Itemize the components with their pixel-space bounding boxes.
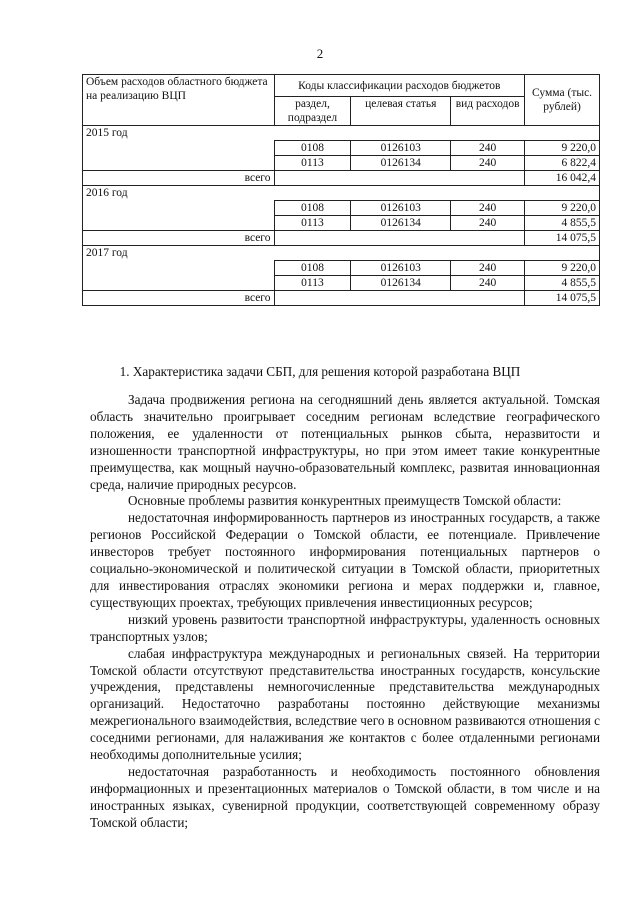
cell-section: 0113 bbox=[274, 216, 351, 231]
total-sum: 14 075,5 bbox=[525, 291, 600, 306]
table-row bbox=[83, 216, 600, 231]
cell-section: 0113 bbox=[274, 156, 351, 171]
cell-type: 240 bbox=[451, 276, 525, 291]
cell-sum: 9 220,0 bbox=[525, 261, 600, 276]
total-label: всего bbox=[83, 291, 275, 306]
table-row bbox=[83, 201, 600, 216]
cell-section: 0108 bbox=[274, 201, 351, 216]
paragraph: недостаточная разработанность и необходимость постоянного обновления информационных и презентационных материалов о Томской области, в том числе и на иностранных языках, сувенирной продукции, соответствующей современному образу Томской области; bbox=[90, 763, 600, 830]
cell-type: 240 bbox=[451, 261, 525, 276]
paragraph: недостаточная информированность партнеров из иностранных государств, а также регионов Российской Федерации о Томской области, ее потенциале. Привлечение инвесторов требует постоянного информирования потенциальных партнеров о социально-экономической и политической ситуации в Томской области, приоритетных для инвестирования отраслях экономики региона и мерах поддержки и, главное, существующих проектах, требующих привлечения инвестиционных ресурсов; bbox=[90, 510, 600, 610]
total-row bbox=[83, 231, 600, 246]
page-number: 2 bbox=[316, 46, 324, 61]
paragraph: низкий уровень развитости транспортной инфраструктуры, удаленность основных транспортных узлов; bbox=[90, 611, 600, 644]
header-target: целевая статья bbox=[351, 97, 451, 126]
year-label: 2016 год bbox=[83, 186, 600, 201]
budget-table bbox=[82, 74, 600, 306]
empty-cell bbox=[83, 156, 275, 171]
year-label: 2015 год bbox=[83, 126, 600, 141]
empty-cell bbox=[83, 276, 275, 291]
body-text bbox=[90, 392, 600, 832]
cell-sum: 4 855,5 bbox=[525, 276, 600, 291]
cell-section: 0108 bbox=[274, 261, 351, 276]
paragraph: Основные проблемы развития конкурентных преимуществ Томской области: bbox=[128, 493, 562, 509]
header-volume: Объем расходов областного бюджета на реализацию ВЦП bbox=[83, 75, 275, 126]
cell-type: 240 bbox=[451, 216, 525, 231]
header-codes: Коды классификации расходов бюджетов bbox=[274, 75, 525, 97]
empty-cell bbox=[274, 171, 525, 186]
cell-section: 0113 bbox=[274, 276, 351, 291]
cell-target: 0126103 bbox=[351, 261, 451, 276]
total-label: всего bbox=[83, 231, 275, 246]
empty-cell bbox=[83, 201, 275, 216]
cell-sum: 9 220,0 bbox=[525, 201, 600, 216]
year-row bbox=[83, 186, 600, 201]
empty-cell bbox=[274, 291, 525, 306]
cell-target: 0126103 bbox=[351, 201, 451, 216]
total-sum: 16 042,4 bbox=[525, 171, 600, 186]
cell-sum: 9 220,0 bbox=[525, 141, 600, 156]
cell-sum: 4 855,5 bbox=[525, 216, 600, 231]
table-header-row bbox=[83, 75, 600, 97]
table-row bbox=[83, 156, 600, 171]
cell-target: 0126134 bbox=[351, 276, 451, 291]
paragraph: Задача продвижения региона на сегодняшний день является актуальной. Томская область значительно проигрывает соседним регионам вследствие географического положения, ее удаленности от потенциальных рынков сбыта, неразвитости и изношенности транспортной инфраструктуры, но при этом имеет такие конкурентные преимущества, как мощный научно-образовательный комплекс, развитая инновационная среда, наличие природных ресурсов. bbox=[90, 392, 600, 492]
empty-cell bbox=[274, 231, 525, 246]
paragraph: слабая инфраструктура международных и региональных связей. На территории Томской области отсутствуют представительства иностранных государств, консульские учреждения, представлены немногочисленные представительства международных организаций. Недостаточно разработаны постоянно действующие механизмы межрегионального взаимодействия, вследствие чего в основном развиваются отношения с соседними регионами, для налаживания же контактов с более отдаленными регионами необходимы дополнительные усилия; bbox=[90, 645, 600, 763]
cell-type: 240 bbox=[451, 201, 525, 216]
section-title: 1. Характеристика задачи СБП, для решения которой разработана ВЦП bbox=[119, 364, 521, 379]
cell-target: 0126134 bbox=[351, 216, 451, 231]
year-label: 2017 год bbox=[83, 246, 600, 261]
header-sum: Сумма (тыс. рублей) bbox=[525, 75, 600, 126]
cell-target: 0126103 bbox=[351, 141, 451, 156]
year-row bbox=[83, 126, 600, 141]
cell-type: 240 bbox=[451, 156, 525, 171]
header-section: раздел, подраздел bbox=[274, 97, 351, 126]
cell-sum: 6 822,4 bbox=[525, 156, 600, 171]
cell-target: 0126134 bbox=[351, 156, 451, 171]
total-row bbox=[83, 171, 600, 186]
total-sum: 14 075,5 bbox=[525, 231, 600, 246]
year-row bbox=[83, 246, 600, 261]
total-row bbox=[83, 291, 600, 306]
cell-type: 240 bbox=[451, 141, 525, 156]
table-row bbox=[83, 261, 600, 276]
empty-cell bbox=[83, 141, 275, 156]
header-type: вид расходов bbox=[451, 97, 525, 126]
table-row bbox=[83, 276, 600, 291]
empty-cell bbox=[83, 216, 275, 231]
cell-section: 0108 bbox=[274, 141, 351, 156]
table-row bbox=[83, 141, 600, 156]
empty-cell bbox=[83, 261, 275, 276]
total-label: всего bbox=[83, 171, 275, 186]
